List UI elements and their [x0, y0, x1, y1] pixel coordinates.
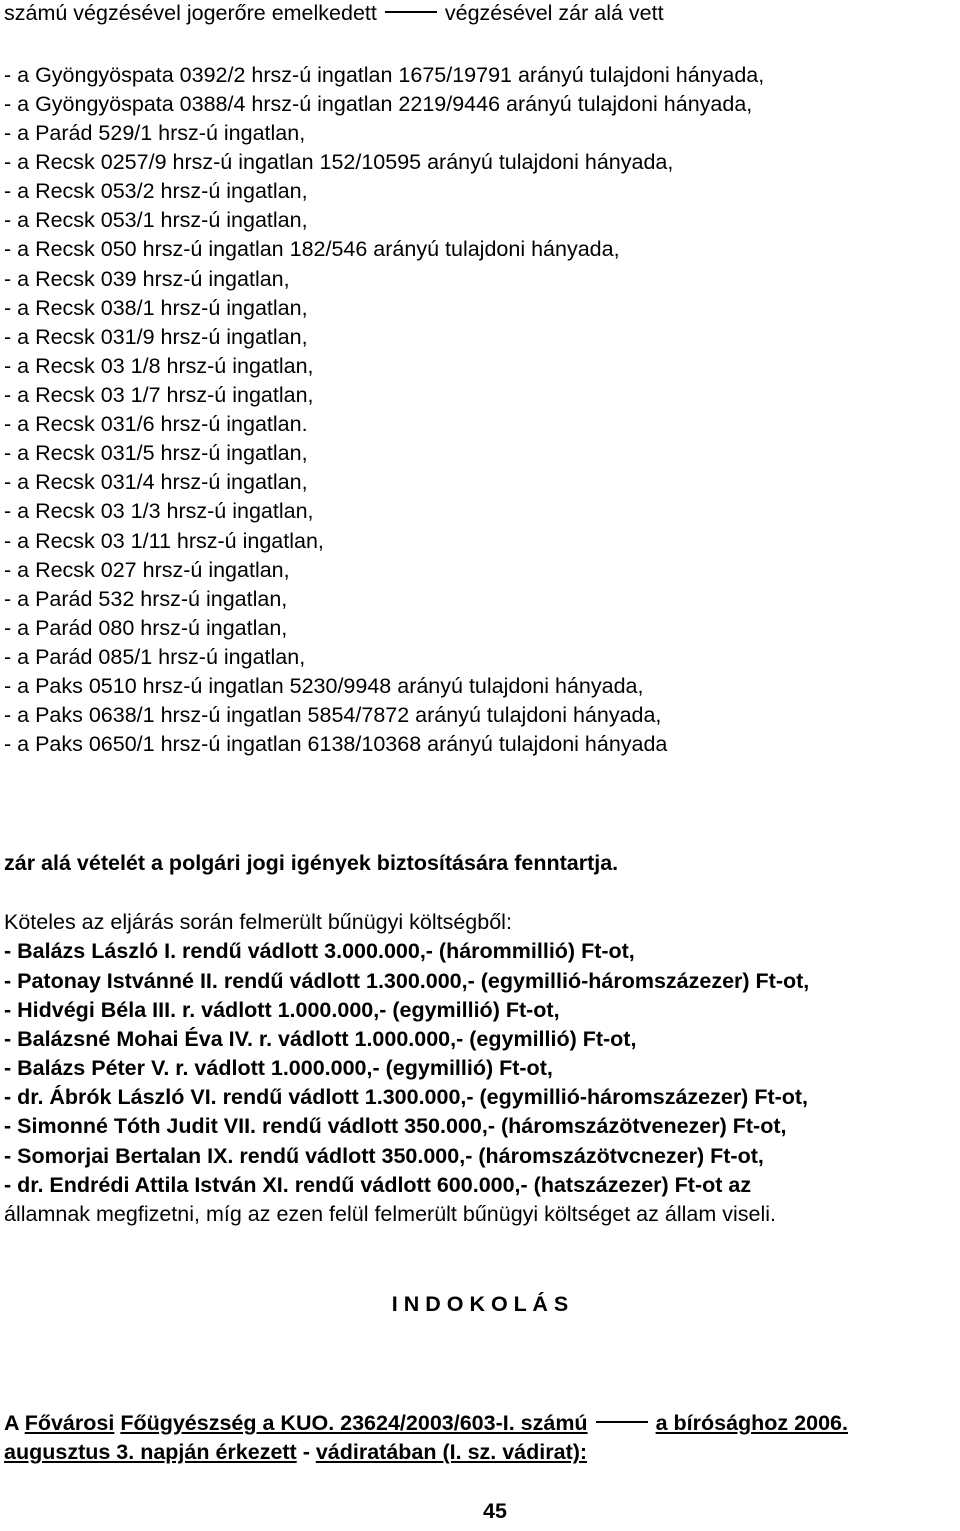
costs-closing: államnak megfizetni, míg az ezen felül felmerült bűnügyi költséget az állam viseli. — [4, 1202, 776, 1226]
em-dash — [596, 1421, 648, 1423]
property-item: - a Recsk 031/6 hrsz-ú ingatlan. — [4, 412, 308, 436]
property-item: - a Recsk 03 1/8 hrsz-ú ingatlan, — [4, 354, 314, 378]
property-item: - a Gyöngyöspata 0388/4 hrsz-ú ingatlan 2219/9446 arányú tulajdoni hányada, — [4, 92, 753, 116]
header-right-text: végzésével zár alá vett — [444, 1, 664, 25]
property-item: - a Paks 0650/1 hrsz-ú ingatlan 6138/10368 arányú tulajdoni hányada — [4, 732, 668, 756]
header-left-text: számú végzésével jogerőre emelkedett — [4, 1, 377, 25]
property-item: - a Recsk 031/5 hrsz-ú ingatlan, — [4, 441, 308, 465]
cost-item: - Patonay Istvánné II. rendű vádlott 1.300.000,- (egymillió-háromszázezer) Ft-ot, — [4, 969, 810, 993]
indictment-court-link[interactable]: a bírósághoz 2006. — [655, 1411, 848, 1435]
cost-item: - dr. Endrédi Attila István XI. rendű vádlott 600.000,- (hatszázezer) Ft-ot az — [4, 1173, 752, 1197]
property-item: - a Recsk 031/9 hrsz-ú ingatlan, — [4, 325, 308, 349]
property-item: - a Paks 0638/1 hrsz-ú ingatlan 5854/7872 arányú tulajdoni hányada, — [4, 703, 662, 727]
property-item: - a Recsk 03 1/3 hrsz-ú ingatlan, — [4, 499, 314, 523]
cost-item: - Balázs Péter V. r. vádlott 1.000.000,- (egymillió) Ft-ot, — [4, 1056, 553, 1080]
property-item: - a Recsk 03 1/7 hrsz-ú ingatlan, — [4, 383, 314, 407]
property-item: - a Recsk 053/2 hrsz-ú ingatlan, — [4, 179, 308, 203]
indictment-line-2 — [4, 1439, 587, 1465]
property-item: - a Recsk 050 hrsz-ú ingatlan 182/546 arányú tulajdoni hányada, — [4, 237, 620, 261]
cost-item: - Hidvégi Béla III. r. vádlott 1.000.000,- (egymillió) Ft-ot, — [4, 998, 560, 1022]
property-item: - a Recsk 038/1 hrsz-ú ingatlan, — [4, 296, 308, 320]
property-item: - a Gyöngyöspata 0392/2 hrsz-ú ingatlan 1675/19791 arányú tulajdoni hányada, — [4, 63, 765, 87]
reservation-text: zár alá vételét a polgári jogi igények biztosítására fenntartja. — [4, 851, 619, 875]
cost-item: - Balázs László I. rendű vádlott 3.000.000,- (hárommillió) Ft-ot, — [4, 939, 635, 963]
header-line — [4, 0, 664, 26]
indictment-date-link[interactable]: augusztus 3. napján érkezett — [4, 1440, 297, 1464]
property-item: - a Recsk 031/4 hrsz-ú ingatlan, — [4, 470, 308, 494]
property-item: - a Recsk 053/1 hrsz-ú ingatlan, — [4, 208, 308, 232]
indictment-line-1 — [4, 1410, 848, 1436]
indictment-reference-link[interactable]: Főügyészség a KUO. 23624/2003/603-I. számú — [120, 1411, 588, 1435]
indictment-prefix: A — [4, 1411, 25, 1435]
section-heading: I N D O K O L Á S — [391, 1292, 569, 1316]
indictment-authority-link[interactable]: Fővárosi — [24, 1411, 115, 1435]
property-item: - a Recsk 039 hrsz-ú ingatlan, — [4, 267, 290, 291]
property-item: - a Recsk 03 1/11 hrsz-ú ingatlan, — [4, 529, 324, 553]
cost-item: - Somorjai Bertalan IX. rendű vádlott 350.000,- (háromszázötvcnezer) Ft-ot, — [4, 1144, 764, 1168]
property-item: - a Recsk 027 hrsz-ú ingatlan, — [4, 558, 290, 582]
cost-item: - dr. Ábrók László VI. rendű vádlott 1.300.000,- (egymillió-háromszázezer) Ft-ot, — [4, 1085, 809, 1109]
costs-intro: Köteles az eljárás során felmerült bűnügyi költségből: — [4, 910, 512, 934]
property-item: - a Parád 085/1 hrsz-ú ingatlan, — [4, 645, 306, 669]
page-number: 45 — [483, 1499, 507, 1523]
property-item: - a Parád 080 hrsz-ú ingatlan, — [4, 616, 288, 640]
property-item: - a Paks 0510 hrsz-ú ingatlan 5230/9948 arányú tulajdoni hányada, — [4, 674, 644, 698]
property-item: - a Parád 532 hrsz-ú ingatlan, — [4, 587, 288, 611]
cost-item: - Balázsné Mohai Éva IV. r. vádlott 1.000.000,- (egymillió) Ft-ot, — [4, 1027, 637, 1051]
em-dash — [385, 11, 437, 13]
property-item: - a Recsk 0257/9 hrsz-ú ingatlan 152/10595 arányú tulajdoni hányada, — [4, 150, 674, 174]
indictment-separator: - — [296, 1440, 316, 1464]
cost-item: - Simonné Tóth Judit VII. rendű vádlott 350.000,- (háromszázötvenezer) Ft-ot, — [4, 1114, 787, 1138]
property-item: - a Parád 529/1 hrsz-ú ingatlan, — [4, 121, 306, 145]
indictment-document-link[interactable]: vádiratában (I. sz. vádirat): — [315, 1440, 588, 1464]
